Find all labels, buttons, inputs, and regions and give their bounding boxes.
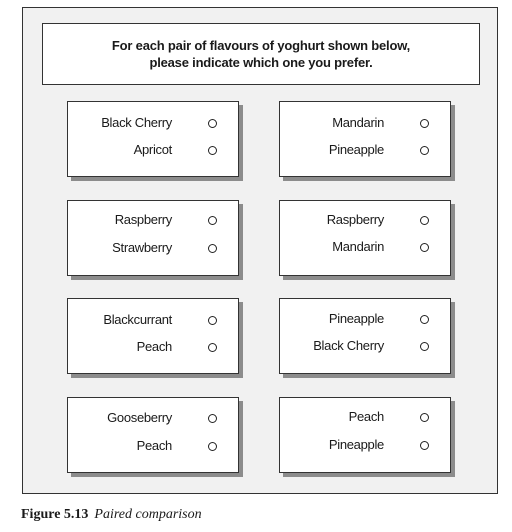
pair-card-1 [67, 101, 239, 177]
radio-button[interactable] [208, 146, 217, 155]
pair-card-7 [67, 397, 239, 473]
option-row [280, 114, 450, 132]
radio-button[interactable] [420, 243, 429, 252]
option-row [280, 310, 450, 328]
option-label: Raspberry [114, 212, 172, 227]
option-label: Pineapple [328, 311, 384, 326]
option-label: Black Cherry [101, 115, 172, 130]
caption-number: Figure 5.13 [21, 507, 89, 522]
option-row [280, 238, 450, 256]
figure-caption [21, 507, 202, 523]
radio-button[interactable] [208, 442, 217, 451]
option-row [68, 141, 238, 159]
pair-card-8 [279, 397, 451, 473]
radio-button[interactable] [208, 343, 217, 352]
option-label: Mandarin [332, 239, 384, 254]
option-label: Pineapple [328, 142, 384, 157]
pair-card-4 [279, 200, 451, 276]
option-row [280, 141, 450, 159]
pair-card-2 [279, 101, 451, 177]
option-row [68, 311, 238, 329]
option-row [68, 239, 238, 257]
radio-button[interactable] [208, 244, 217, 253]
option-row [68, 409, 238, 427]
option-label: Raspberry [326, 212, 384, 227]
option-label: Peach [136, 438, 172, 453]
instruction-line-1: For each pair of flavours of yoghurt shown below, [111, 38, 411, 53]
option-row [68, 114, 238, 132]
radio-button[interactable] [420, 216, 429, 225]
radio-button[interactable] [420, 342, 429, 351]
option-label: Apricot [133, 142, 172, 157]
option-label: Peach [348, 409, 384, 424]
radio-button[interactable] [208, 414, 217, 423]
option-label: Gooseberry [107, 410, 172, 425]
radio-button[interactable] [208, 119, 217, 128]
option-label: Mandarin [332, 115, 384, 130]
option-label: Black Cherry [313, 338, 384, 353]
caption-title: Paired comparison [94, 507, 202, 522]
radio-button[interactable] [420, 315, 429, 324]
radio-button[interactable] [420, 146, 429, 155]
option-label: Strawberry [112, 240, 172, 255]
radio-button[interactable] [420, 119, 429, 128]
instruction-box [42, 23, 480, 85]
option-row [280, 211, 450, 229]
instruction-line-2: please indicate which one you prefer. [149, 55, 373, 70]
option-row [68, 437, 238, 455]
option-row [68, 211, 238, 229]
option-label: Pineapple [328, 437, 384, 452]
option-label: Peach [136, 339, 172, 354]
pair-card-6 [279, 298, 451, 374]
option-row [280, 436, 450, 454]
pair-card-3 [67, 200, 239, 276]
radio-button[interactable] [420, 441, 429, 450]
option-row [68, 338, 238, 356]
radio-button[interactable] [208, 316, 217, 325]
pair-card-5 [67, 298, 239, 374]
option-row [280, 408, 450, 426]
radio-button[interactable] [208, 216, 217, 225]
radio-button[interactable] [420, 413, 429, 422]
option-row [280, 337, 450, 355]
option-label: Blackcurrant [103, 312, 172, 327]
